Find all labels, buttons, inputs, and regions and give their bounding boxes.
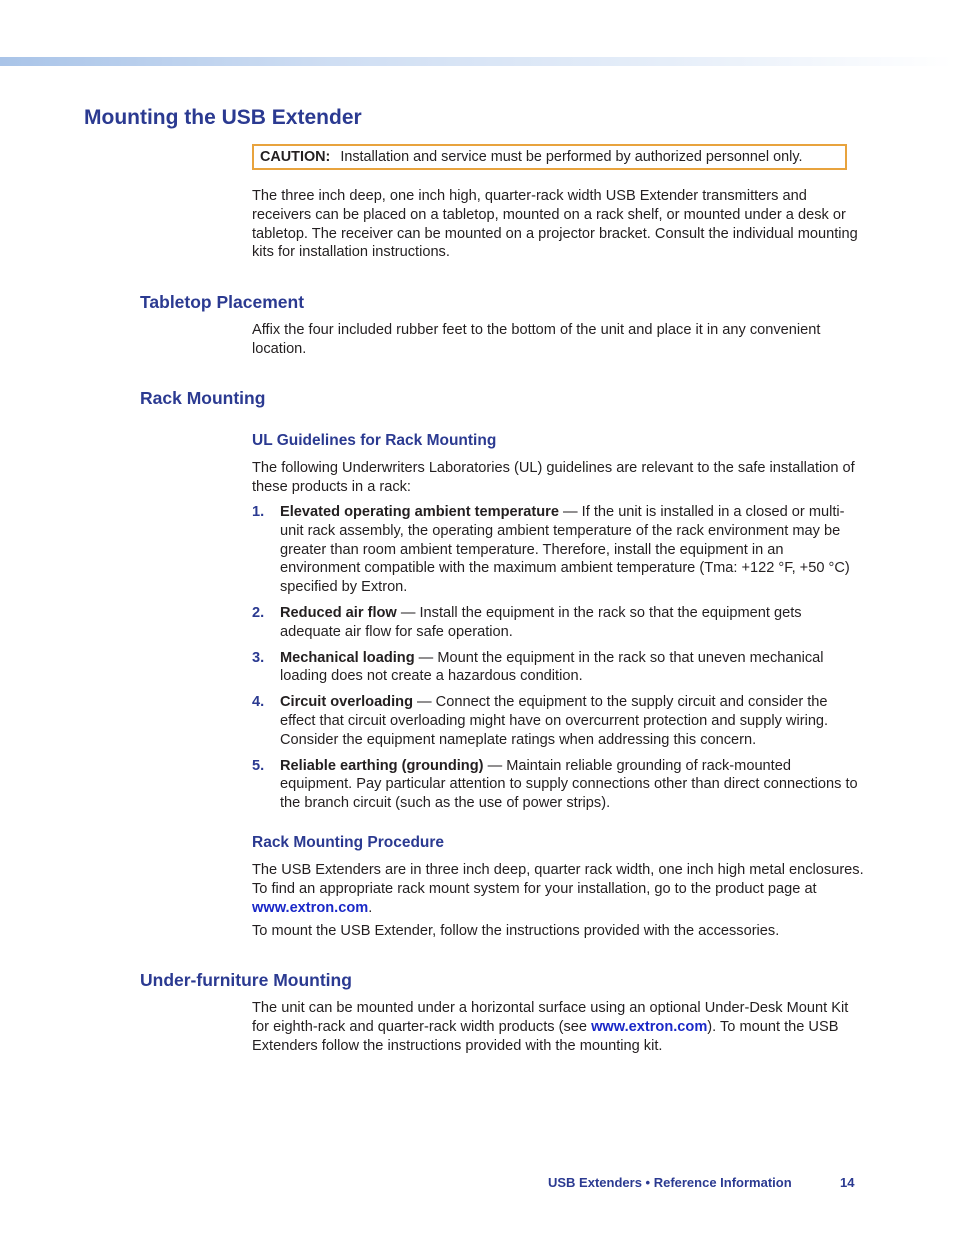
list-item (252, 649, 862, 687)
tabletop-heading: Tabletop Placement (140, 292, 305, 312)
guideline-text: — If the unit is installed in a closed or multi-unit rack assembly, the operating ambient temperature of the rack environment may be greater than room ambient temperature. Therefore, install the equipment in an environment compatible with the maximum ambient temperature (Tma: +122 °F, +50 °C) specified by Extron. (280, 504, 850, 596)
intro-paragraph: The three inch deep, one inch high, quarter-rack width USB Extender transmitters and receivers can be placed on a tabletop, mounted on a rack shelf, or mounted under a desk or tabletop. The receiver can be mounted on a projector bracket. Consult the individual mounting kits for installation instructions. (252, 188, 858, 261)
under-furniture-text-end: ). To mount the USB Extenders follow the instructions provided with the mounting kit. (252, 1018, 839, 1054)
list-number: 3. (252, 649, 265, 666)
extron-link[interactable]: www.extron.com (252, 899, 369, 916)
footer-text: USB Extenders • Reference Information (548, 1175, 792, 1190)
guideline-title: Mechanical loading (280, 649, 415, 666)
header-gradient-bar (0, 57, 954, 66)
list-item (252, 693, 862, 749)
under-furniture-heading: Under-furniture Mounting (140, 970, 352, 990)
rack-procedure-heading: Rack Mounting Procedure (252, 834, 445, 851)
under-furniture-paragraph (252, 999, 862, 1055)
rack-procedure-paragraph-2: To mount the USB Extender, follow the instructions provided with the accessories. (252, 923, 780, 939)
tabletop-paragraph: Affix the four included rubber feet to the bottom of the unit and place it in any convenient location. (252, 322, 821, 357)
list-number: 1. (252, 504, 265, 520)
list-number: 2. (252, 604, 265, 621)
guideline-title: Reliable earthing (grounding) (280, 757, 484, 774)
ul-intro-paragraph: The following Underwriters Laboratories (UL) guidelines are relevant to the safe installation of these products in a rack: (252, 460, 855, 495)
guideline-text: — Connect the equipment to the supply circuit and consider the effect that circuit overloading might have on overcurrent protection and supply wiring. Consider the equipment nameplate ratings when addressing this concern. (280, 694, 829, 748)
rack-mounting-heading: Rack Mounting (140, 388, 266, 408)
list-item (252, 757, 862, 813)
list-number: 4. (252, 694, 265, 711)
under-furniture-text: The unit can be mounted under a horizontal surface using an optional Under-Desk Mount Kit for eighth-rack and quarter-rack width products (see (252, 1000, 849, 1035)
guideline-title: Circuit overloading (280, 694, 413, 711)
guideline-text: — Maintain reliable grounding of rack-mounted equipment. Pay particular attention to supply connections other than direct connections to the branch circuit (such as the use of power strips). (280, 757, 858, 812)
guideline-title: Reduced air flow (280, 604, 397, 621)
ul-guidelines-list (252, 503, 862, 820)
guideline-text: — Mount the equipment in the rack so that uneven mechanical loading does not create a hazardous condition. (280, 649, 824, 685)
caution-box (252, 144, 847, 170)
list-item (252, 503, 862, 597)
extron-link[interactable]: www.extron.com (591, 1018, 708, 1035)
procedure-text-end: . (368, 899, 373, 916)
ul-guidelines-heading: UL Guidelines for Rack Mounting (252, 432, 497, 449)
rack-procedure-paragraph (252, 861, 872, 917)
guideline-title: Elevated operating ambient temperature (280, 504, 559, 520)
procedure-text: The USB Extenders are in three inch deep, quarter rack width, one inch high metal enclosures. To find an appropriate rack mount system for your installation, go to the product page at (252, 862, 864, 897)
page-title: Mounting the USB Extender (84, 106, 362, 129)
list-number: 5. (252, 757, 265, 774)
list-item (252, 604, 862, 642)
page-number: 14 (840, 1175, 855, 1190)
guideline-text: — Install the equipment in the rack so that the equipment gets adequate air flow for safe operation. (280, 604, 802, 640)
caution-text: Installation and service must be performed by authorized personnel only. (340, 149, 803, 165)
caution-label: CAUTION: (260, 149, 331, 165)
